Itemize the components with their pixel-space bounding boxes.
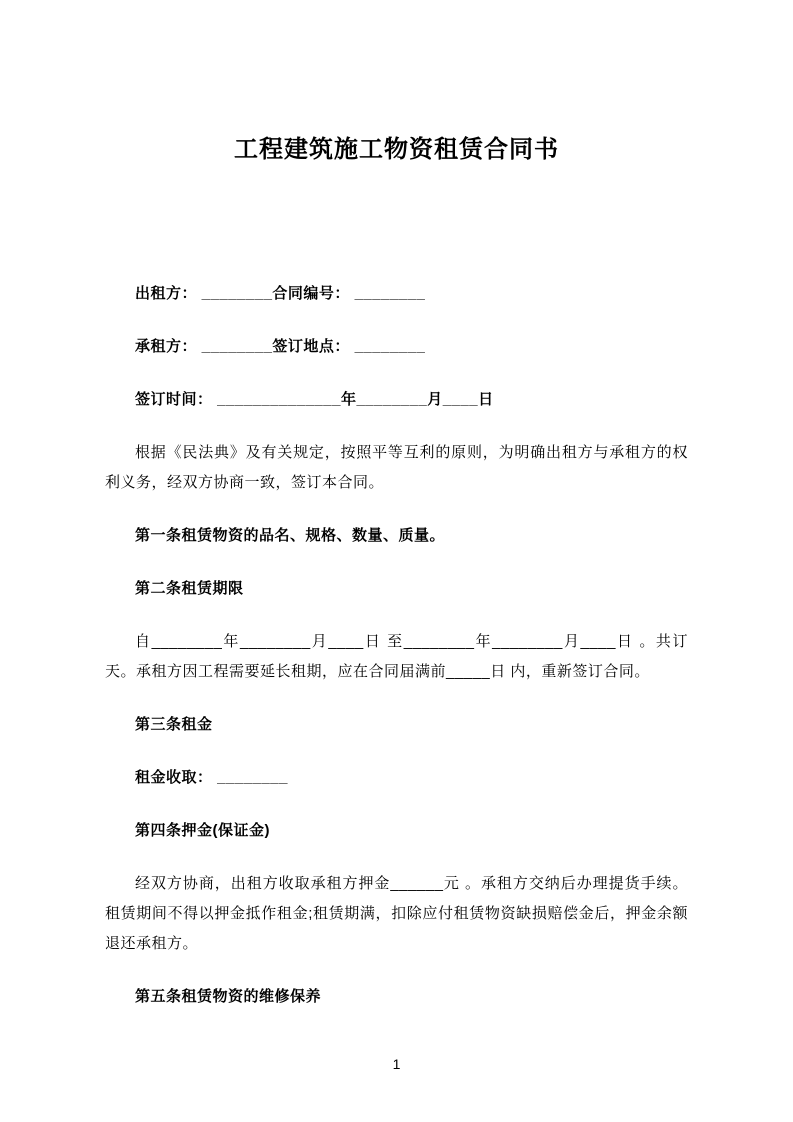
paragraph-lessor-and-contract-number: 出租方： ________合同编号： ________ bbox=[135, 285, 426, 302]
paragraph-signing-date: 签订时间： ______________年________月____日 bbox=[135, 391, 494, 408]
clause-2-body-lease-term: 自________年________月____日 至________年________月____日 。共订天。承租方因工程需要延长租期，应在合同届满前_____日 内，重新签订合同。 bbox=[105, 633, 688, 680]
document-title: 工程建筑施工物资租赁合同书 bbox=[234, 136, 559, 163]
clause-2-title: 第二条租赁期限 bbox=[135, 580, 244, 597]
clause-3-title: 第三条租金 bbox=[135, 716, 213, 733]
clause-4-title: 第四条押金(保证金) bbox=[135, 822, 270, 839]
clause-4-body-deposit: 经双方协商，出租方收取承租方押金______元 。承租方交纳后办理提货手续。租赁期间不得以押金抵作租金;租赁期满，扣除应付租赁物资缺损赔偿金后，押金余额退还承租方。 bbox=[105, 875, 688, 952]
clause-1-title: 第一条租赁物资的品名、规格、数量、质量。 bbox=[135, 527, 446, 544]
clause-3-body-rent-collection: 租金收取： ________ bbox=[135, 769, 288, 786]
clause-5-title: 第五条租赁物资的维修保养 bbox=[135, 988, 322, 1005]
page-number: 1 bbox=[392, 1056, 401, 1072]
paragraph-lessee-and-signing-place: 承租方： ________签订地点： ________ bbox=[135, 338, 426, 355]
paragraph-preamble: 根据《民法典》及有关规定，按照平等互利的原则，为明确出租方与承租方的权利义务，经双方协商一致，签订本合同。 bbox=[105, 444, 688, 491]
